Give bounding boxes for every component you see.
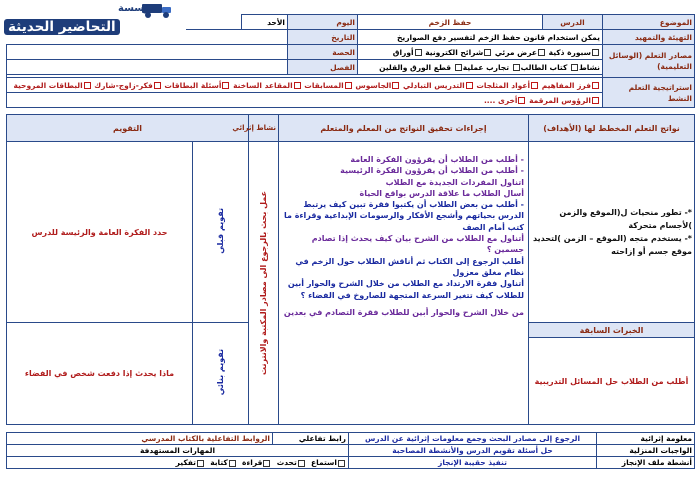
resources-row2: نشاط كتاب الطالب تجارب عملية قطع الورق والقلين (358, 60, 603, 75)
prior-label: الخبرات السابقة (529, 323, 695, 338)
enrichment-cell (249, 142, 279, 425)
strategies-label: استراتيجية التعلم النشط (603, 78, 695, 108)
class-value (7, 60, 288, 75)
procedure-5: - أطلب من بعض الطلاب أن يكتبوا فقرة تبين كيف يرتبط الدرس بحياتهم وأشجع الأفكار والرسومات الإبداعية وقراءة ما كتب أمام الصف (283, 200, 524, 232)
outcome-2: *- يستخدم متجه (الموقع – الزمن )لتحديد موقع جسم أو إزاحته (532, 234, 692, 256)
brand-sub: مؤسسة (118, 3, 157, 14)
procedure-6: أتناول مع الطلاب من الشرح بيان كيف يحدث إذا تصادم جسمين ؟ (311, 234, 524, 255)
outcome-1: *- تطور منحيات ل(الموقع والزمن )لأجسام متحركة (559, 208, 692, 230)
eval-text-formative: ماذا يحدث إذا دفعت شخص في الفضاء (7, 323, 193, 425)
procedure-7: أطلب الرجوع إلى الكتاب ثم أناقش الطلاب حول الزخم في نظام مغلق معزول (295, 256, 524, 277)
date-label: التاريخ (288, 30, 358, 45)
class-label: الفصل (288, 60, 358, 75)
procedure-1: - أطلب من الطلاب أن يقرؤون الفكرة العامة (350, 155, 524, 164)
brand-title: التحاضير الحديثة (4, 19, 120, 35)
portfolio-label: أنشطة ملف الإنجاز (597, 457, 695, 469)
lesson-label: الدرس (543, 15, 603, 30)
portfolio-value: تنفيذ حقيبة الإنجاز (349, 457, 597, 469)
col-procedures: إجراءات تحقيق النواتج من المعلم والمتعلم (279, 115, 529, 142)
brand-logo (0, 0, 186, 44)
enrich-info-value: الرجوع إلى مصادر البحث وجمع معلومات إثرائية عن الدرس (349, 433, 597, 445)
procedure-8: أتناول فقرة الارتداد مع الطلاب من خلال الشرح والحوار أبين للطلاب كيف تتغير السرعة المتجهة للصاروخ في الفضاء ؟ (287, 279, 524, 300)
col-outcomes: نواتج التعلم المخطط لها (الأهداف) (529, 115, 695, 142)
prior-text: أطلب من الطلاب حل المسائل التدريبية (529, 338, 695, 425)
skills-label: المهارات المستهدفة (7, 445, 349, 457)
day-label: اليوم (288, 15, 358, 30)
lesson-value: حفظ الزخم (358, 15, 543, 30)
period-value (7, 45, 288, 60)
eval-label-pre: تقويم قبلي (193, 142, 249, 323)
link-label: رابط تفاعلي (273, 433, 349, 445)
procedure-9: من خلال الشرح والحوار أبين للطلاب فقرة التصادم في بعدين (283, 307, 524, 317)
intro-text: يمكن استخدام قانون حفظ الزخم لتفسير دفع الصواريخ (358, 30, 603, 45)
skills-row: استماع تحدث قراءة كتابة تفكير (7, 457, 349, 469)
eval-label-formative: تقويم بنائي (193, 323, 249, 425)
subject-label: الموضوع (603, 15, 695, 30)
day-value: الأحد (242, 15, 288, 30)
col-enrichment: نشاط إثرائي (249, 115, 279, 142)
procedure-4: أسال الطلاب ما علاقة الدرس بواقع الحياة (359, 188, 524, 198)
procedure-2: - أطلب من الطلاب أن يقرؤون الفكرة الرئيسية (340, 166, 524, 176)
homework-label: الواجبات المنزلية (597, 445, 695, 457)
link-value[interactable]: الروابط التفاعلية بالكتاب المدرسي (7, 433, 273, 445)
procedure-3: اتناول المفردات الجديدة مع الطلاب (385, 177, 524, 187)
enrich-info-label: معلومة إثرائية (597, 433, 695, 445)
lesson-footer-table (6, 432, 695, 469)
resources-row1: سبورة ذكية عرض مرئي شرائح الكترونية أوراق (358, 45, 603, 60)
procedures-cell (279, 142, 529, 425)
eval-text-pre: حدد الفكرة العامة والرئيسة للدرس (7, 142, 193, 323)
homework-value: حل أسئلة تقويم الدرس والأنشطة المصاحبة (349, 445, 597, 457)
intro-label: التهيئة والتمهيد (603, 30, 695, 45)
strategies-row2: الرؤوس المرقمة أخرى .... (7, 93, 603, 108)
period-label: الحصة (288, 45, 358, 60)
resources-label: مصادر التعلم (الوسائل التعليمية) (603, 45, 695, 78)
outcomes-cell (529, 142, 695, 323)
lesson-body-table (6, 114, 695, 425)
enrichment-text: عمل بحث بالرجوع الى مصادر المكتبة والانترنت (259, 190, 268, 376)
col-evaluation: التقويم (7, 115, 249, 142)
strategies-row1: فرز المفاهيم أعواد المثلجات التدريس التبادلي الجاسوس المسابقات المقاعد الساخنة أسئلة البطاقات فكر-زاوج-شارك البطاقات المروحية (7, 78, 603, 93)
